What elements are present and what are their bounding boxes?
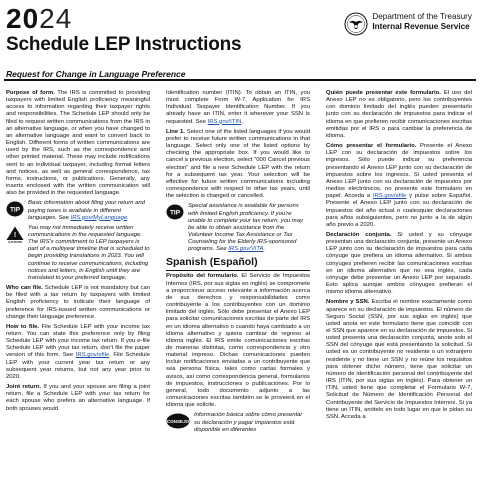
who-can-file-paragraph (6, 285, 150, 321)
subtitle-bar (4, 68, 476, 81)
proposito-text: El Servicio de Impuestos Internos (IRS, por sus siglas en inglés) se compromete a proporcionar acceso relevante a información acerca de sus derechos y responsabilidades como contribuyente a los contribuyentes con un dominio limitado del inglés. Sólo debe presentar el Anexo LEP para solicitar comunicaciones escritas de parte del IRS en un idioma alternativo o cuando haya cambiado a un idioma alternativo y quiera cambiar de regreso al idioma inglés. El IRS emite comunicaciones escritas de maneras distintas, como correspondencia y otro material impreso. Dichas comunicaciones pueden incluir notificaciones enviadas a un contribuyente que sea persona física, tales como cartas formales y avisos, así como correspondencia general, formularios de impuestos, instrucciones o publicaciones. Por lo general, todo documento adjunto a las comunicaciones escritas también se le proveerá en el idioma que solicite. (166, 273, 310, 409)
tax-year-bold: 20 (6, 3, 40, 34)
tip-language-text (28, 200, 150, 221)
vita-link[interactable]: IRS.gov/VITA (228, 246, 264, 253)
tip-vita-end: . (263, 246, 266, 253)
tip-icon-label: TIP (9, 206, 21, 214)
consejo-icon (166, 413, 190, 429)
caution-text: You may not immediately receive written communications in the requested language. The IRS's commitment to LEP taxpayers is part of a multiyear timeline that is scheduled to begin providing translations in 2023. You will continue to receive communications, including notices and letters, in English until they are translated to your preferred language. (28, 224, 150, 281)
mylanguage-link[interactable]: IRS.gov/MyLanguage (70, 214, 128, 221)
conjunta-lead: Declaración conjunta. (326, 231, 392, 238)
content-columns (4, 90, 476, 480)
line1-lead: Line 1. (166, 128, 185, 135)
tip-language-end: . (127, 214, 129, 221)
tax-year-rest: 24 (39, 3, 73, 34)
conjunta-text: Si usted y su cónyuge presentan una declaración conjunta, presente un Anexo LEP junto con su declaración de impuestos para cada cónyuge que prefiera un idioma alternativo. Si ambos cónyuges prefieren recibir las comunicaciones escritas en un idioma alternativo que no sea inglés, cada cónyuge debe presentar un Anexo LEP por separado. Esto aplica aunque ambos cónyuges prefieran el mismo idioma alternativo. (326, 231, 472, 296)
tip-vita-text (188, 203, 310, 253)
how-to-file-paragraph (6, 324, 150, 381)
como-text: Presente el Anexo LEP con su declaración de impuestos sobre los ingresos. Sólo puede indicar su preferencia presentando el Anexo LEP junto con su declaración de impuestos sobre los ingresos. Si usted presenta el Anexo LEP junto con su declaración de impuestos por medios electrónicos, no presente este formulario en papel. Acceda a (326, 143, 473, 200)
purpose-text: The IRS is committed to providing taxpayers with limited English proficiency meaningful access to information regarding their taxpayer rights and responsibilities. The Schedule LEP should only be filed to request written communications from the IRS in an alternative language, or when you have changed to an alternative language and want to convert back to English. Different forms of written communications are used by the IRS, such as the correspondence and other printed material. These may include notifications sent to an individual taxpayer, including formal letters and notices, as well as general correspondence, tax forms, instructions, or publications. Generally, any inserts enclosed with the written communication will also be provided in the requested language. (6, 90, 150, 197)
caution-icon-label: CAUTION (8, 239, 22, 243)
itin-end: . (241, 118, 243, 125)
tip-vita-body: Special assistance is available for persons with limited English proficiency. If you're unable to complete your tax return, you may be able to obtain assistance from the Volunteer Income Tax Assistance or Tax Counseling for the Elderly IRS-sponsored programs. See (188, 203, 303, 253)
purpose-paragraph (6, 90, 150, 197)
svg-text:!: ! (13, 231, 17, 239)
column-3 (326, 90, 472, 424)
tip-language-body: Basic information about filing your return and paying taxes is available in different languages. See (28, 200, 145, 221)
joint-lead: Joint return. (6, 384, 42, 391)
tip-icon (166, 204, 184, 220)
agency-line-1: Department of the Treasury (372, 12, 472, 21)
nombre-paragraph (326, 299, 472, 421)
nombre-text: Escriba el nombre exactamente como aparece en su declaración de impuestos. El número de Seguro Social (SSN, por sus siglas en inglés) que usted anota en este formulario tiene que coincidir con el SSN que aparece en su declaración de impuestos. Si usted presenta una declaración conjunta, anote solo el SSN del cónyuge que está presentando la solicitud. Si usted es un contribuyente no residente o un extranjero residente y no tiene un SSN y no reúne los requisitos para obtener dicho número, tiene que solicitar un número de identificación personal del contribuyente del IRS (ITIN, por sus siglas en inglés). Para obtener un ITIN, usted tiene que completar el Formulario W-7, Solicitud de Número de Identificación Personal del Contribuyente del Servicio de Impuestos Internos. Si ya tiene un ITIN, anótelo en todo lugar en que le pidan su SSN. Acceda a (326, 299, 472, 420)
how-lead: How to file. (6, 323, 40, 330)
document-subtitle: Request for Change in Language Preference (6, 69, 186, 79)
efile-link[interactable]: IRS.gov/efile (75, 352, 110, 359)
itin-link[interactable]: IRS.gov/ITIN (207, 118, 242, 125)
joint-text: If you and your spouse are filing a joint return, file a Schedule LEP with your tax return for each spouse who prefers an alternative language. If both spouses would (6, 384, 150, 412)
consejo-text: Información básica sobre cómo presentar su declaración y pagar impuestos está disponible en diferentes (194, 412, 303, 433)
como-text-2: y pulse sobre Español. Presente el Anexo LEP junto con su declaración de impuestos del año actual o cualesquier declaraciones para años subsiguientes, pero no junto a la de algún año previo a 2020. (326, 193, 473, 228)
como-lead: Cómo presentar el formulario. (326, 143, 417, 150)
efile-es-link[interactable]: IRS.gov/efile (372, 193, 407, 200)
proposito-paragraph (166, 273, 310, 409)
quien-paragraph (326, 90, 472, 140)
tip-icon-label: TIP (169, 209, 181, 217)
how-text-2: . File Schedule LEP with your current year tax return or any subsequent year returns, but not any year prior to 2020. (6, 352, 151, 380)
agency-line-2: Internal Revenue Service (372, 21, 470, 31)
column-2 (166, 90, 310, 437)
como-paragraph (326, 143, 472, 229)
column-1 (6, 90, 150, 416)
caution-icon (6, 226, 24, 243)
tip-box-language (6, 200, 150, 221)
line1-text: Select one of the listed languages if you would prefer to receive future written communications in that language. Select only one of the listed options by checking the appropriate box. If you would like to cancel a previous election, select "000 Cancel previous election" and file a new Schedule LEP with the return for a subsequent tax year. Your selection will be effective for future written communications including correspondence with respect to other tax years, until the selection is changed or cancelled. (166, 128, 310, 200)
who-lead: Who can file. (6, 285, 43, 292)
joint-return-paragraph (6, 384, 150, 413)
caution-box (6, 225, 150, 282)
agency-text (372, 12, 472, 31)
spanish-section-heading: Spanish (Español) (166, 256, 310, 271)
quien-text: El uso del Anexo LEP no es obligatorio, pero los contribuyentes con dominio limitado del inglés pueden presentarlo junto con su declaración de impuestos para indicar el idioma en que prefieren recibir comunicaciones escritas emitidas por el IRS o para cambiar la preferencia de idioma. (326, 90, 472, 139)
proposito-lead: Propósito del formulario. (166, 273, 239, 280)
conjunta-paragraph (326, 232, 472, 296)
nombre-lead: Nombre y SSN. (326, 299, 370, 306)
treasury-eagle-seal-icon (344, 12, 368, 36)
agency-block (344, 12, 472, 36)
consejo-box (166, 412, 310, 433)
quien-lead: Quién puede presentar este formulario. (326, 90, 441, 96)
how-text: File Schedule LEP with your income tax return. You can state this preference only by filing Schedule LEP with your income tax return. If you e-file Schedule LEP with your tax return, don't file the paper version of this form. See (6, 323, 150, 359)
tip-box-vita (166, 203, 310, 253)
who-text: Schedule LEP is not mandatory but can be filed with a tax return by taxpayers with limited English proficiency to indicate their language of preference for IRS-issued written communications or change their language preference. (6, 285, 150, 320)
document-title: Schedule LEP Instructions (6, 34, 242, 55)
consejo-icon-label: CONSEJO (166, 419, 190, 425)
page-header (4, 4, 476, 70)
purpose-lead: Purpose of form. (6, 90, 55, 96)
tax-year (6, 4, 72, 34)
line1-paragraph (166, 129, 310, 201)
itin-text: Identification number (ITIN). To obtain an ITIN, you must complete Form W-7, Application for IRS Individual Taxpayer Identification Number. If you already have an ITIN, enter it wherever your SSN is requested. See (166, 90, 310, 125)
itin-paragraph (166, 90, 310, 126)
tip-icon (6, 201, 24, 217)
